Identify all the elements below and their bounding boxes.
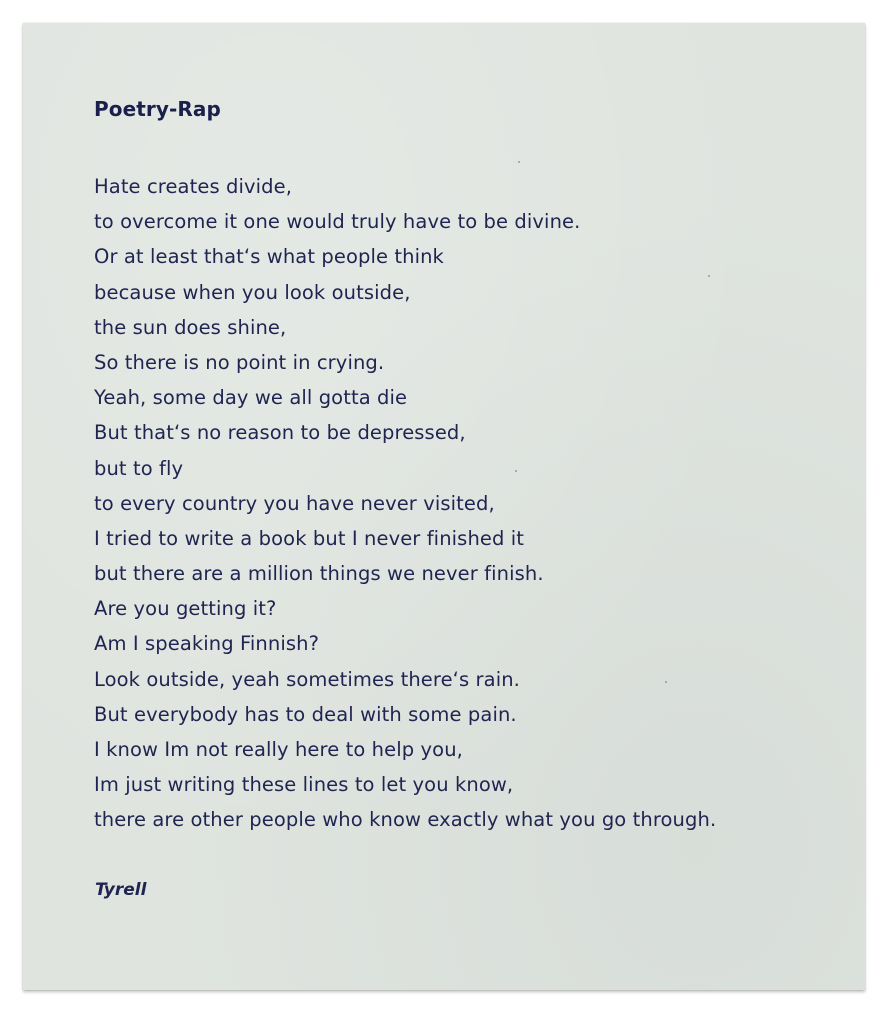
poem-line: But that‘s no reason to be depressed, [94, 421, 466, 445]
poem-line: But everybody has to deal with some pain. [94, 702, 517, 726]
poem-line: I tried to write a book but I never finished it [94, 526, 525, 550]
poem-line: I know Im not really here to help you, [94, 738, 463, 761]
poem-line: there are other people who know exactly what you go through. [94, 808, 717, 832]
poem-line: to overcome it one would truly have to be divine. [94, 210, 581, 234]
poem-line: but there are a million things we never finish. [94, 562, 544, 586]
poem-line: Or at least that‘s what people think [94, 245, 444, 269]
poem-line: Am I speaking Finnish? [94, 632, 320, 656]
poem-line: to every country you have never visited, [94, 491, 495, 515]
poem-paper [23, 23, 865, 990]
poem-line: Yeah, some day we all gotta die [94, 386, 408, 410]
poem-line: the sun does shine, [94, 315, 287, 339]
poem-body [94, 169, 716, 838]
poem-line: because when you look outside, [94, 280, 411, 304]
poem-title: Poetry-Rap [94, 97, 221, 121]
poem-line: Are you getting it? [94, 597, 277, 621]
poem-line: Look outside, yeah sometimes there‘s rain. [94, 667, 520, 691]
poem-line: So there is no point in crying. [94, 350, 385, 374]
paper-speck [518, 161, 520, 163]
poem-author: Tyrell [95, 880, 147, 900]
poem-line: Hate creates divide, [94, 175, 293, 198]
poem-line: but to fly [94, 456, 184, 480]
poem-line: Im just writing these lines to let you know, [94, 773, 514, 797]
